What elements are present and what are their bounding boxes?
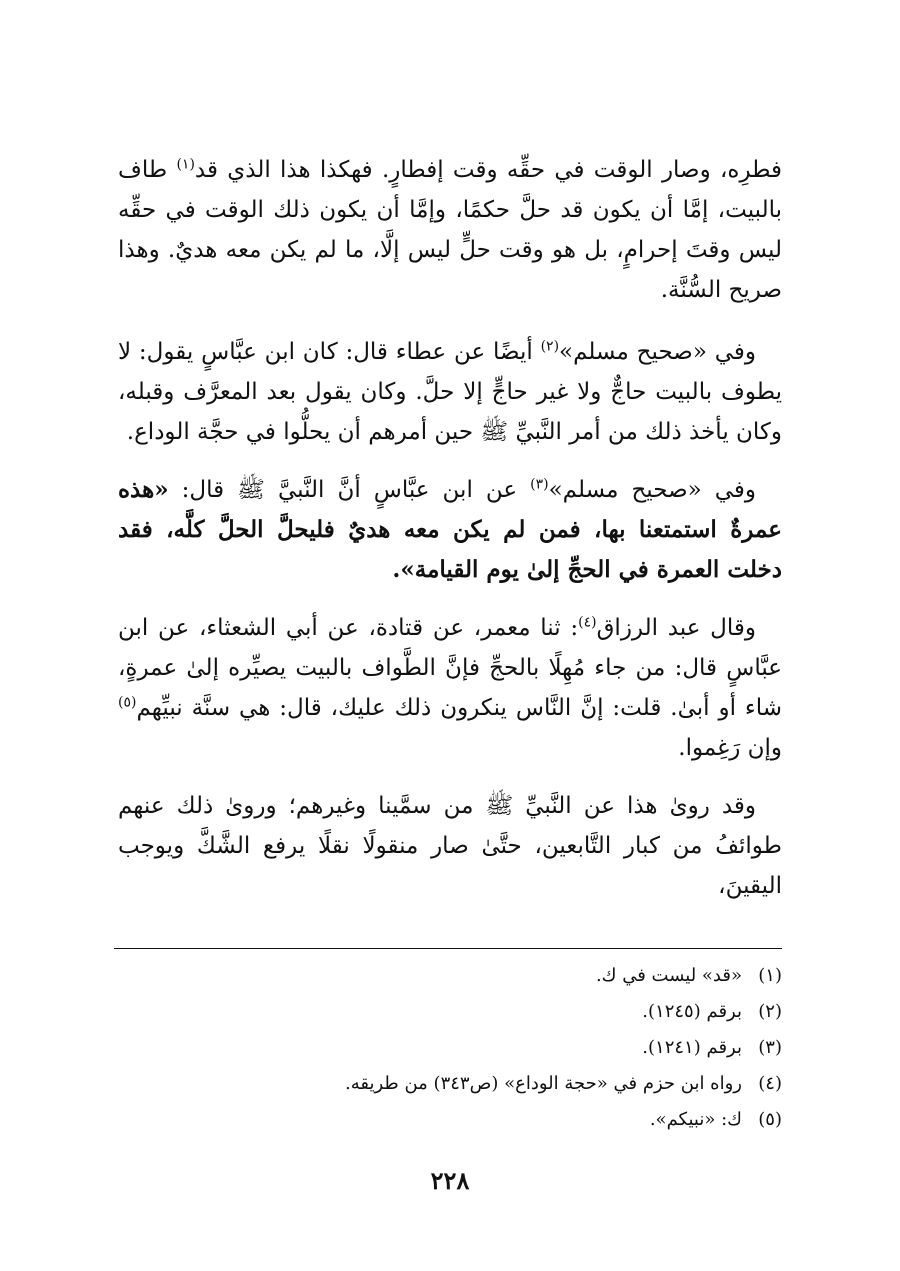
footnote-number: (٣) (758, 1037, 782, 1058)
footnote-text: رواه ابن حزم في «حجة الوداع» (ص٣٤٣) من طريقه. (345, 1073, 742, 1094)
footnote-3 (118, 1030, 782, 1066)
paragraph-1 (118, 150, 782, 310)
footnote-ref-2: (٢) (540, 338, 560, 355)
footnote-number: (٢) (758, 1001, 782, 1022)
paragraph-text: : ثنا معمر، عن قتادة، عن أبي الشعثاء، عن ابن عبَّاسٍ قال: من جاء مُهِلًا بالحجِّ فإنَّ الطَّواف بالبيت يصيِّره إلىٰ عمرةٍ، شاء أو أبىٰ. قلت: إنَّ النَّاس ينكرون ذلك عليك، قال: هي سنَّة نبيِّهم (118, 615, 782, 721)
paragraph-4 (118, 608, 782, 768)
hadith-quote: «هذه عمرةٌ استمتعنا بها، فمن لم يكن معه هديٌ فليحلَّ الحلَّ كلَّه، فقد دخلت العمرة في الحجِّ إلىٰ يوم القيامة». (118, 476, 782, 583)
paragraph-3 (118, 470, 782, 590)
footnote-text: «قد» ليست في ك. (595, 965, 742, 986)
paragraph-text: وقال عبد الرزاق (596, 615, 756, 641)
footnote-separator (114, 948, 782, 949)
footnote-1 (118, 958, 782, 994)
footnote-text: ك: «نبيكم». (649, 1109, 742, 1130)
paragraph-text: فطرِه، وصار الوقت في حقِّه وقت إفطارٍ. فهكذا هذا الذي قد (194, 157, 783, 183)
paragraph-5 (118, 786, 782, 906)
footnote-4 (118, 1066, 782, 1102)
paragraph-2 (118, 332, 782, 452)
paragraph-text: وإن رَغِموا. (678, 735, 782, 761)
footnote-ref-1: (١) (176, 156, 195, 173)
paragraph-text: أيضًا عن عطاء قال: كان ابن عبَّاسٍ يقول: لا يطوف بالبيت حاجٌّ ولا غير حاجٍّ إلا حلَّ. وكان يقول بعد المعرَّف وقبله، وكان يأخذ ذلك من أمر النَّبيِّ ﷺ حين أمرهم أن يحلُّوا في حجَّة الوداع. (118, 339, 782, 445)
footnote-ref-3: (٣) (530, 476, 549, 493)
footnote-ref-4: (٤) (578, 614, 597, 631)
footnote-number: (٥) (758, 1109, 782, 1130)
footnote-text: برقم (١٢٤٥). (642, 1001, 742, 1022)
footnote-text: برقم (١٢٤١). (642, 1037, 742, 1058)
footnote-number: (٤) (758, 1073, 782, 1094)
paragraph-text: وفي «صحيح مسلم» (559, 339, 756, 365)
paragraph-text: طاف بالبيت، إمَّا أن يكون قد حلَّ حكمًا، وإمَّا أن يكون ذلك الوقت في حقِّه ليس وقتَ إحرامٍ، بل هو وقت حلٍّ ليس إلَّا، ما لم يكن معه هديٌ. وهذا صريح السُّنَّة. (118, 157, 782, 303)
paragraph-text: وقد روىٰ هذا عن النَّبيِّ ﷺ من سمَّينا وغيرهم؛ ورویٰ ذلك عنهم طوائفُ من كبار التَّابعين، حتَّىٰ صار منقولًا نقلًا يرفع الشَّكَّ ويوجب اليقينَ، (118, 793, 782, 899)
main-text (118, 150, 782, 924)
footnote-ref-5: (٥) (118, 694, 137, 711)
page-number: ٢٢٨ (430, 1166, 470, 1195)
footnotes (118, 958, 782, 1138)
footnote-5 (118, 1102, 782, 1138)
footnote-2 (118, 994, 782, 1030)
paragraph-text: وفي «صحيح مسلم» (548, 477, 756, 503)
paragraph-text: عن ابن عبَّاسٍ أنَّ النَّبيَّ ﷺ قال: (168, 477, 531, 503)
footnote-number: (١) (758, 965, 782, 986)
